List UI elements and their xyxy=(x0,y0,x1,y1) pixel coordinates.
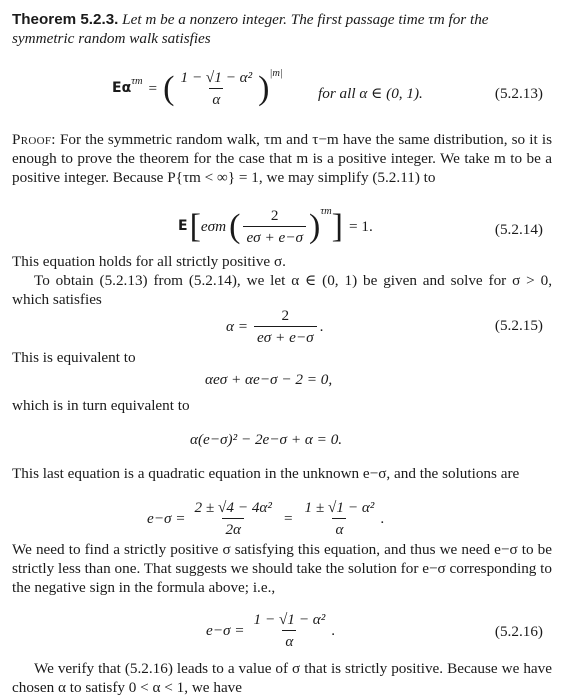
fraction xyxy=(243,206,306,247)
paragraph-6: We need to find a strictly positive σ satisfying this equation, and thus we need e−σ to be strictly less than one. That suggests we should take the solution for e−σ corresponding to the negative sign in the formula above; i.e., xyxy=(12,541,552,596)
equation-solutions xyxy=(0,498,567,540)
theorem-text: Let m be a nonzero integer. The first passage time τm for the symmetric random walk satisfies xyxy=(12,11,489,47)
numerator: 1 − √1 − α² xyxy=(180,69,253,86)
lhs: α = xyxy=(226,318,249,335)
fraction xyxy=(177,68,255,109)
left-bracket: [ xyxy=(189,207,201,245)
lhs: e−σ = xyxy=(147,510,186,527)
fraction-1 xyxy=(192,498,275,539)
fraction-2 xyxy=(302,498,378,539)
denominator: α xyxy=(209,88,223,109)
equation-number: (5.2.14) xyxy=(494,221,543,238)
equation-5-2-13: Eα τm = ( $\frac{\text{1 − √1 − α²}}{\alpha}$ ) |m| for all α ∈ (0, 1). (5.2.13) xyxy=(112,67,543,108)
fraction xyxy=(254,306,317,347)
rhs: = 1. xyxy=(349,218,373,235)
equation-number: (5.2.13) xyxy=(494,85,543,102)
equals-sign: = xyxy=(283,510,293,527)
equation-a: αeσ + αe−σ − 2 = 0, xyxy=(205,371,333,388)
paragraph-2: To obtain (5.2.13) from (5.2.14), we let α ∈ (0, 1) be given and solve for σ > 0, which satisfies xyxy=(12,272,552,308)
paragraph-4: which is in turn equivalent to xyxy=(12,397,190,414)
right-paren: ) xyxy=(258,69,270,107)
paragraph-7: We verify that (5.2.16) leads to a value of σ that is strictly positive. Because we have chosen α to satisfy 0 < α < 1, we have xyxy=(12,660,552,696)
proof-text: For the symmetric random walk, τm and τ−m have the same distribution, so it is enough to prove the theorem for the case that m is a positive integer. We take m to be a positive integer. Because P{τm < ∞} = 1, we may simplify (5.2.11) to xyxy=(12,131,552,186)
expectation-operator: Eα xyxy=(112,80,132,96)
numerator: 2 xyxy=(281,307,290,324)
paragraph-3: This is equivalent to xyxy=(12,349,136,366)
left-paren: ( xyxy=(163,69,175,107)
equation-5-2-14: E [ eσm ( $\frac{2}{e\sigma + e-\sigma}$ ) τm ] = 1. (5.2.14) xyxy=(178,205,543,246)
equation-number: (5.2.15) xyxy=(494,317,543,334)
numerator-2: 1 ± √1 − α² xyxy=(304,499,375,516)
theorem-heading: Theorem 5.2.3. xyxy=(12,11,119,28)
proof-paragraph xyxy=(12,130,552,187)
equation-number: (5.2.16) xyxy=(494,623,543,640)
right-paren: ) xyxy=(309,207,321,245)
paragraph-5: This last equation is a quadratic equation in the unknown e−σ, and the solutions are xyxy=(12,465,520,482)
denominator: eσ + e−σ xyxy=(243,226,306,247)
denominator: eσ + e−σ xyxy=(254,326,317,347)
equation-5-2-16 xyxy=(0,610,567,652)
period: . xyxy=(331,622,336,639)
period: . xyxy=(380,510,385,527)
left-paren: ( xyxy=(229,207,241,245)
equation-b: α(e−σ)² − 2e−σ + α = 0. xyxy=(190,431,343,448)
proof-heading: Proof: xyxy=(12,131,56,148)
paragraph-1: This equation holds for all strictly positive σ. xyxy=(12,253,286,270)
denominator: α xyxy=(282,630,296,651)
right-bracket: ] xyxy=(331,207,343,245)
lhs: e−σ = xyxy=(206,622,245,639)
exponential-term: eσm xyxy=(200,218,227,235)
fraction xyxy=(251,610,329,651)
denominator-1: 2α xyxy=(222,518,244,539)
theorem-statement xyxy=(12,10,552,48)
denominator-2: α xyxy=(332,518,346,539)
expectation-operator: E xyxy=(178,218,188,234)
condition-text: for all α ∈ (0, 1). xyxy=(318,85,423,102)
equals-sign: = xyxy=(148,80,158,97)
numerator-1: 2 ± √4 − 4α² xyxy=(194,499,272,516)
period: . xyxy=(319,318,324,335)
equation-5-2-15 xyxy=(0,306,567,346)
numerator: 1 − √1 − α² xyxy=(253,611,326,628)
numerator: 2 xyxy=(270,207,279,224)
